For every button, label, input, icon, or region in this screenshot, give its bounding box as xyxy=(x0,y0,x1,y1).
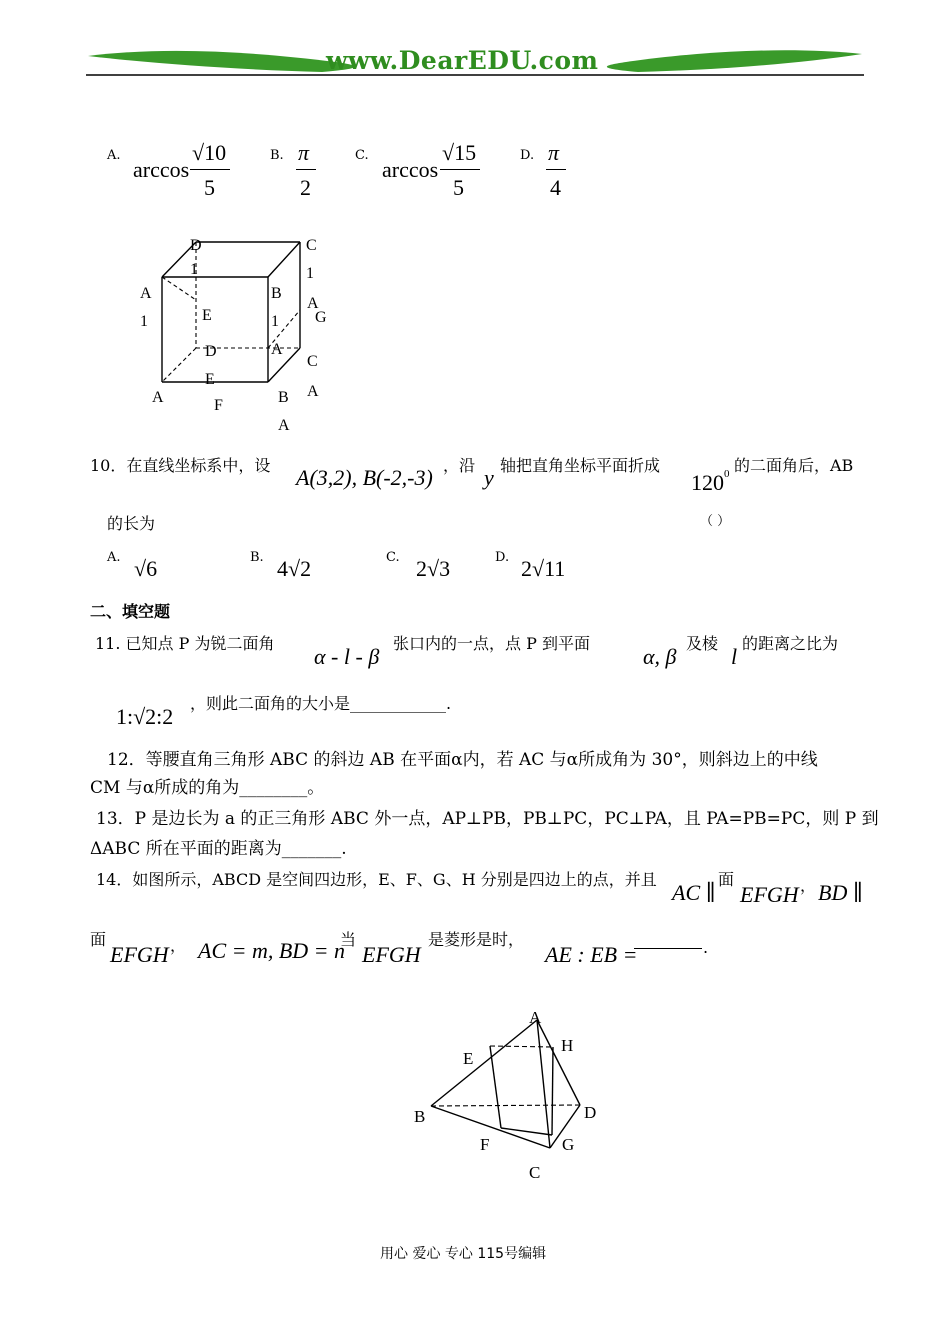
tetra-edge-ab xyxy=(431,1020,537,1106)
q9-options xyxy=(0,135,950,205)
q9-option-d-den: 4 xyxy=(550,175,561,200)
question-13 xyxy=(0,808,950,862)
cube-label: D xyxy=(205,343,217,360)
tetra-label: C xyxy=(529,1163,541,1182)
q11-edge: l xyxy=(731,644,738,669)
cube-label: A xyxy=(307,295,319,312)
q11-dihedral: α - l - β xyxy=(314,644,380,669)
q11-text-1: 11. 已知点 P 为锐二面角 xyxy=(95,634,275,653)
q10-option-a-value: √6 xyxy=(134,556,158,581)
cube-label: E xyxy=(202,307,212,324)
cube-figure xyxy=(130,230,350,440)
q9-option-c-func: arccos xyxy=(382,157,439,182)
q10-option-d-value: 2√11 xyxy=(521,556,566,581)
q13-line-1: 13．P 是边长为 a 的正三角形 ABC 外一点，AP⊥PB，PB⊥PC，PC⊥PA，且 PA=PB=PC，则 P 到 xyxy=(96,809,879,829)
cube-label: B xyxy=(278,389,289,406)
cube-hidden-edge xyxy=(162,348,196,382)
q9-option-a-fraction-bar xyxy=(190,169,230,170)
q14-face-2: 面 xyxy=(90,930,107,949)
q9-option-a-num: √10 xyxy=(192,140,227,165)
q9-option-c-den: 5 xyxy=(453,175,464,200)
q10-points: A(3,2), B(-2,-3) xyxy=(296,465,433,490)
q14-efgh-1: EFGH xyxy=(740,882,799,907)
cube-label: C xyxy=(306,237,317,254)
tetra-label: G xyxy=(562,1135,575,1154)
q10-text-2: ，沿 xyxy=(443,456,476,475)
q10-option-b-value: 4√2 xyxy=(277,556,312,581)
q10-text-3: 轴把直角坐标平面折成 xyxy=(500,456,661,475)
q9-option-b-fraction-bar xyxy=(296,169,316,170)
tetra-label: F xyxy=(480,1135,490,1154)
q14-when: 当 xyxy=(340,930,357,949)
q10-option-c-value: 2√3 xyxy=(416,556,451,581)
tetra-label: A xyxy=(529,1008,542,1027)
cube-label: F xyxy=(214,397,223,414)
q14-ratio: AE : EB = xyxy=(545,942,638,967)
q14-text-2: 是菱形是时， xyxy=(428,930,525,949)
q10-axis: y xyxy=(484,465,494,490)
question-12 xyxy=(0,748,950,802)
cube-label: 1 xyxy=(140,313,148,330)
tetra-hidden-segment-eh xyxy=(490,1046,553,1047)
q14-lengths: AC = m, BD = n xyxy=(198,938,346,963)
cube-label: A xyxy=(307,383,319,400)
q11-text-3: 及棱 xyxy=(686,634,719,653)
tetrahedron-figure xyxy=(400,1000,620,1190)
q9-option-c-fraction-bar xyxy=(440,169,480,170)
cube-label: A xyxy=(278,417,290,434)
q13-line-2: ΔABC 所在平面的距离为_______. xyxy=(90,839,347,859)
q10-text-4: 的二面角后，AB xyxy=(734,456,854,475)
q10-option-a-letter: A. xyxy=(107,550,121,565)
q10-option-c-letter: C. xyxy=(386,550,400,565)
q10-line-2: 的长为 xyxy=(107,514,156,533)
tetra-label: H xyxy=(561,1036,574,1055)
q9-option-a-den: 5 xyxy=(204,175,215,200)
q11-ratio: 1:√2:2 xyxy=(116,704,174,729)
q14-comma-1: ， xyxy=(800,876,817,895)
question-14 xyxy=(0,868,950,978)
q9-option-b-letter: B. xyxy=(270,148,284,163)
q9-option-c-letter: C. xyxy=(355,148,369,163)
q12-line-1: 12．等腰直角三角形 ABC 的斜边 AB 在平面α内，若 AC 与α所成角为 30°，则斜边上的中线 xyxy=(107,750,818,770)
q14-comma-2: ， xyxy=(170,936,187,955)
cube-label: A xyxy=(152,389,164,406)
page-footer: 用心 爱心 专心 115号编辑 xyxy=(380,1246,547,1262)
q11-planes: α, β xyxy=(643,644,677,669)
q12-line-2: CM 与α所成的角为________。 xyxy=(90,778,325,798)
tetra-hidden-edge-bd xyxy=(431,1105,580,1106)
q10-option-d-letter: D. xyxy=(495,550,510,565)
cube-label: G xyxy=(315,309,327,326)
tetra-segment-gh xyxy=(552,1047,553,1135)
q14-answer-blank xyxy=(634,948,702,949)
q9-option-b-den: 2 xyxy=(300,175,311,200)
q10-angle: 120 xyxy=(691,470,724,495)
tetra-label: E xyxy=(463,1049,474,1068)
q9-option-b-num: π xyxy=(298,140,310,165)
header-banner xyxy=(86,44,864,84)
q11-text-5: ，则此二面角的大小是____________. xyxy=(190,694,452,713)
question-11 xyxy=(0,628,950,738)
tetra-edge-bc xyxy=(431,1106,550,1148)
cube-label: A xyxy=(140,285,152,302)
q11-text-4: 的距离之比为 xyxy=(742,634,839,653)
tetra-label: B xyxy=(414,1107,426,1126)
q10-angle-sup: 0 xyxy=(724,468,730,480)
q9-option-a-func: arccos xyxy=(133,157,190,182)
section-title: 二、填空题 xyxy=(90,602,171,621)
cube-label: A xyxy=(271,341,283,358)
cube-label: 1 xyxy=(306,265,314,282)
cube-label: B xyxy=(271,285,282,302)
q14-text-1: 14．如图所示，ABCD 是空间四边形，E、F、G、H 分别是四边上的点，并且 xyxy=(96,870,657,889)
q10-answer-bracket: （ ） xyxy=(700,514,731,529)
q10-text-1: 10．在直线坐标系中，设 xyxy=(90,456,271,475)
q9-option-c-num: √15 xyxy=(442,140,477,165)
cube-label: C xyxy=(307,353,318,370)
q9-option-d-fraction-bar xyxy=(546,169,566,170)
q14-bd-parallel: BD ∥ xyxy=(818,880,863,905)
site-logo-text: www.DearEDU.com xyxy=(326,46,599,75)
q10-option-b-letter: B. xyxy=(250,550,264,565)
q9-option-d-num: π xyxy=(548,140,560,165)
cube-edge xyxy=(268,242,300,277)
cube-label: 1 xyxy=(271,313,279,330)
q14-efgh-3: EFGH xyxy=(362,942,421,967)
cube-label: 1 xyxy=(190,261,198,278)
question-10 xyxy=(0,448,950,588)
tetra-edge-ac xyxy=(537,1020,550,1148)
q14-efgh-2: EFGH xyxy=(110,942,169,967)
q9-option-d-letter: D. xyxy=(520,148,535,163)
cube-label: E xyxy=(205,371,215,388)
tetra-segment-ef xyxy=(490,1046,501,1128)
tetra-edge-ad xyxy=(537,1020,580,1105)
q14-face-1: 面 xyxy=(718,870,735,889)
q14-ac-parallel: AC ∥ xyxy=(672,880,716,905)
cube-label: D xyxy=(190,237,202,254)
cube-hidden-edge xyxy=(162,277,196,300)
q14-end: . xyxy=(703,938,709,957)
q9-option-a-letter: A. xyxy=(107,148,121,163)
tetra-label: D xyxy=(584,1103,597,1122)
q11-text-2: 张口内的一点，点 P 到平面 xyxy=(393,634,590,653)
